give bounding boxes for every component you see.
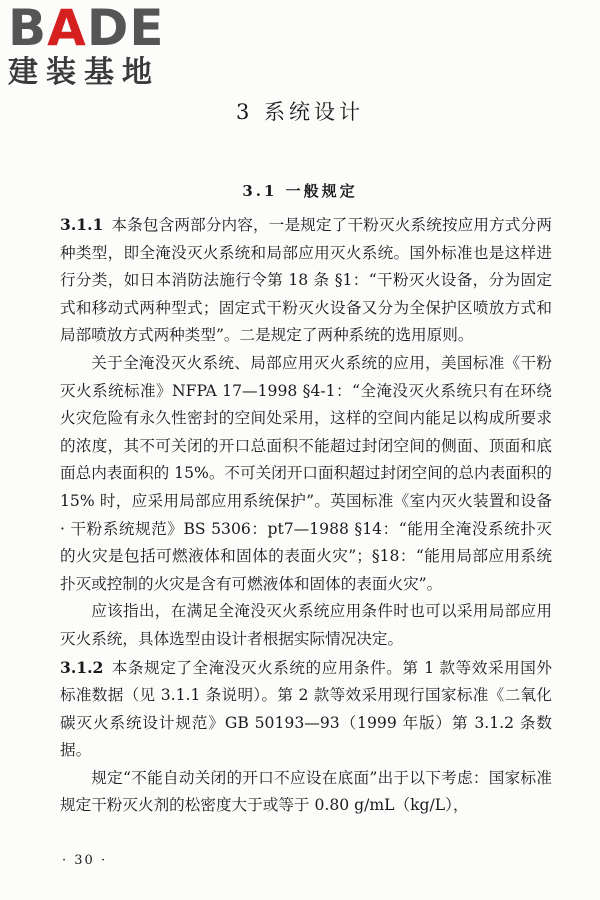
clause-number: 3.1.2 — [60, 657, 104, 677]
paragraph: 3.1.1 本条包含两部分内容，一是规定了干粉灭火系统按应用方式分两种类型，即全淹没灭火系统和局部应用灭火系统。国外标准也是这样进行分类，如日本消防法施行令第 18 条 §1：“干粉灭火设备，分为固定式和移动式两种型式；固定式干粉灭火设备又分为全保护区喷放方式和局部喷放方式两种类型”。二是规定了两种系统的选用原则。 — [60, 215, 552, 345]
paragraph: 3.1.2 本条规定了全淹没灭火系统的应用条件。第 1 款等效采用国外标准数据（见 3.1.1 条说明）。第 2 款等效采用现行国家标准《二氧化碳灭火系统设计规范》GB 50193—93（1999 年版）第 3.1.2 条数据。 — [60, 657, 552, 760]
bade-logo — [8, 2, 165, 90]
body-text — [60, 211, 552, 820]
chapter-title: 3 系统设计 — [235, 100, 365, 124]
page-number: · 30 · — [62, 853, 108, 868]
paragraph: 应该指出，在满足全淹没灭火系统应用条件时也可以采用局部应用灭火系统，具体选型由设计者根据实际情况决定。 — [60, 602, 552, 648]
logo-wordmark: BADE — [8, 0, 165, 57]
section-title: 3.1 一般规定 — [242, 182, 358, 200]
paragraph: 关于全淹没灭火系统、局部应用灭火系统的应用，美国标准《干粉灭火系统标准》NFPA 17—1998 §4-1：“全淹没灭火系统只有在环绕火灾危险有永久性密封的空间处采用，这样的空间内能足以构成所要求的浓度，其不可关闭的开口总面积不能超过封闭空间的侧面、顶面和底面总内表面积的 15%。不可关闭开口面积超过封闭空间的总内表面积的 15% 时，应采用局部应用系统保护”。英国标准《室内灭火装置和设备 · 干粉系统规范》BS 5306：pt7—1988 §14：“能用全淹没系统扑灭的火灾是包括可燃液体和固体的表面火灾”；§18：“能用局部应用系统扑灭或控制的火灾是含有可燃液体和固体的表面火灾”。 — [60, 353, 552, 593]
clause-number: 3.1.1 — [60, 215, 104, 234]
paragraph: 规定“不能自动关闭的开口不应设在底面”出于以下考虑：国家标准规定干粉灭火剂的松密度大于或等于 0.80 g/mL（kg/L）， — [60, 768, 552, 815]
logo-chinese-text: 建装基地 — [8, 55, 160, 90]
